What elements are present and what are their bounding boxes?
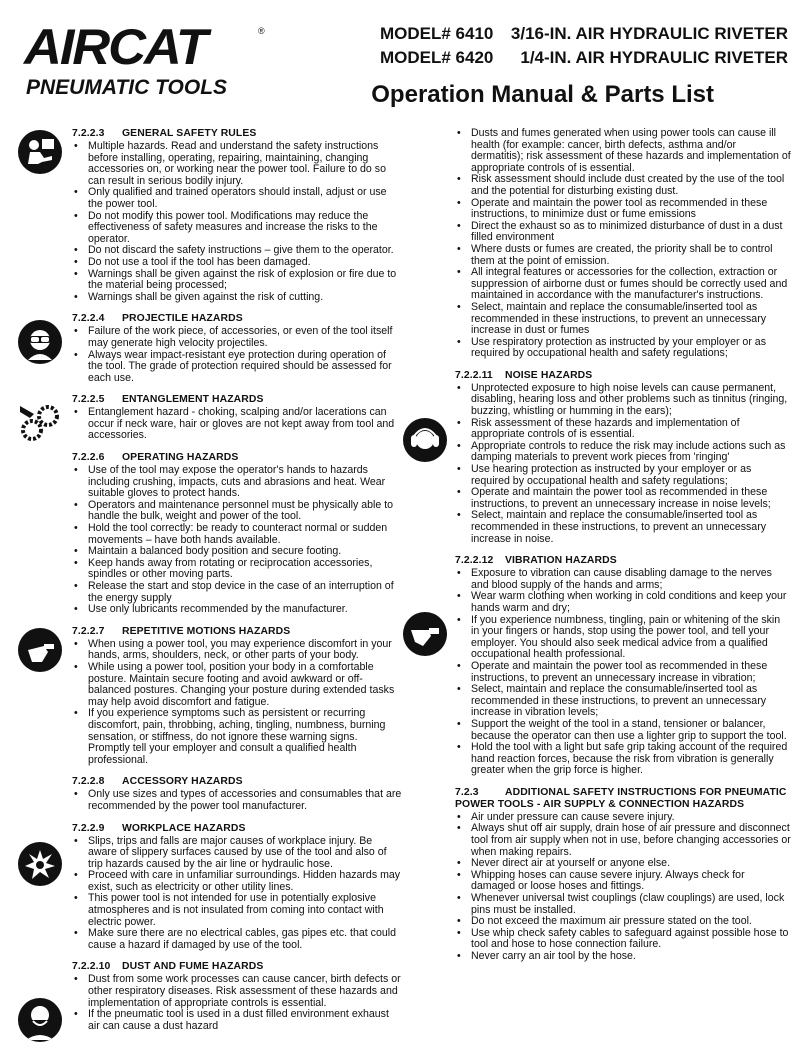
bullet-item: • Dusts and fumes generated when using power tools can cause ill health (for example: cancer, birth defects, asthma and/or dermatitis); risk assessment of these hazards and implementation of appropriate controls of is essential. [455,128,791,174]
bullet-item: • When using a power tool, you may experience discomfort in your hands, arms, shoulders, neck, or other parts of your body. [72,639,402,662]
bullet-item: • Maintain a balanced body position and secure footing. [72,546,402,558]
bullet-item: • Always wear impact-resistant eye protection during operation of the tool. The grade of protection required should be assessed for each use. [72,350,402,385]
bullet-item: • Proceed with care in unfamiliar surroundings. Hidden hazards may exist, such as electricity or other utility lines. [72,870,402,893]
bullet-item: • If you experience symptoms such as persistent or recurring discomfort, pain, throbbing, aching, tingling, numbness, burning sensation, or stiffness, do not ignore these warning signs. Promptly tell your employer and consult a qualified health professional. [72,708,402,766]
bullet-item: • Operate and maintain the power tool as recommended in these instructions, to prevent an unnecessary increase in noise levels; [455,487,791,510]
section-title: DUST AND FUME HAZARDS [122,961,264,973]
bullet-list [72,836,402,952]
section-heading [72,394,402,406]
bullet-list [72,465,402,616]
section-title: ACCESSORY HAZARDS [122,776,243,788]
bullet-item: • Use whip check safety cables to safeguard against possible hose to tool and hose to hose connection failure. [455,928,791,951]
section-number: 7.2.2.4 [72,313,105,325]
model-description: 1/4-IN. AIR HYDRAULIC RIVETER [520,48,788,67]
bullet-item: • Operate and maintain the power tool as recommended in these instructions, to minimize dust or fume emissions [455,198,791,221]
safety-section [455,787,791,963]
safety-section [72,452,402,616]
bullet-list [455,568,791,777]
logo-wordmark: AIRCAT [24,19,206,75]
bullet-item: • Never direct air at yourself or anyone else. [455,858,791,870]
registered-mark: ® [258,26,265,36]
section-number: 7.2.2.6 [72,452,105,464]
bullet-item: • Appropriate controls to reduce the risk may include actions such as damping materials to prevent work pieces from 'ringing' [455,441,791,464]
safety-goggles-icon [18,320,62,364]
section-heading [72,452,402,464]
section-title: ENTANGLEMENT HAZARDS [122,394,264,406]
bullet-item: • Make sure there are no electrical cables, gas pipes etc. that could cause a hazard if damaged by use of the tool. [72,928,402,951]
respirator-mask-icon [18,998,62,1042]
section-heading [72,823,402,835]
bullet-item: • Only qualified and trained operators should install, adjust or use the power tool. [72,187,402,210]
bullet-item: • Do not discard the safety instructions – give them to the operator. [72,245,402,257]
section-title: VIBRATION HAZARDS [505,555,617,567]
safety-section [72,394,402,442]
bullet-item: • Hold the tool with a light but safe grip taking account of the required hand reaction forces, because the risk from vibration is generally greater when the grip force is higher. [455,742,791,777]
safety-section [72,823,402,952]
safety-section [72,626,402,767]
bullet-item: • Failure of the work piece, of accessories, or even of the tool itself may generate high velocity projectiles. [72,326,402,349]
bullet-list [72,326,402,384]
section-heading [455,787,791,811]
section-heading [72,313,402,325]
bullet-item: • Slips, trips and falls are major causes of workplace injury. Be aware of slippery surfaces caused by use of the tool and also of trip hazards caused by the air line or hydraulic hose. [72,836,402,871]
bullet-item: • Keep hands away from rotating or reciprocation accessories, spindles or other moving parts. [72,558,402,581]
bullet-item: • Whenever universal twist couplings (claw couplings) are used, lock pins must be installed. [455,893,791,916]
section-number: 7.2.2.12 [455,555,494,567]
section-title: NOISE HAZARDS [505,369,593,381]
bullet-list [72,141,402,303]
section-title: REPETITIVE MOTIONS HAZARDS [122,625,291,637]
bullet-item: • Hold the tool correctly: be ready to counteract normal or sudden movements – have both hands available. [72,523,402,546]
section-number: 7.2.2.3 [72,128,105,139]
safety-section [72,961,402,1032]
section-number: 7.2.2.8 [72,776,105,788]
left-column [72,128,402,1042]
bullet-item: • Exposure to vibration can cause disabling damage to the nerves and blood supply of the hands and arms; [455,568,791,591]
manual-reading-icon [18,130,62,174]
safety-section [72,128,402,303]
bullet-list [455,383,791,545]
bullet-item: • Operate and maintain the power tool as recommended in these instructions, to prevent an unnecessary increase in vibration; [455,661,791,684]
safety-section [72,313,402,384]
section-title: GENERAL SAFETY RULES [122,128,257,139]
section-number: 7.2.2.7 [72,625,105,637]
bullet-list [72,789,402,812]
section-number: 7.2.2.11 [455,369,493,381]
section-number: 7.2.2.5 [72,394,105,406]
safety-section [455,370,791,545]
bullet-item: • All integral features or accessories for the collection, extraction or suppression of airborne dust or fumes should be correctly used and maintained in accordance with the manufacturer's instructions. [455,267,791,302]
section-heading [72,128,402,140]
section-heading [72,626,402,638]
section-heading [455,555,791,567]
bullet-item: • Whipping hoses can cause severe injury. Always check for damaged or loose hoses and fittings. [455,870,791,893]
bullet-item: • If you experience numbness, tingling, pain or whitening of the skin in your fingers or hands, stop using the power tool, and tell your employer. You should also seek medical advice from a qualified occupational health professional. [455,615,791,661]
bullet-item: • Risk assessment should include dust created by the use of the tool and the potential for disturbing existing dust. [455,174,791,197]
bullet-item: • Do not use a tool if the tool has been damaged. [72,257,402,269]
entanglement-gears-icon [18,400,62,444]
bullet-item: • Use of the tool may expose the operator's hands to hazards including crushing, impacts, cuts and abrasions and heat. Wear suitable gloves to protect hands. [72,465,402,500]
section-number: 7.2.3 [455,786,479,798]
section-heading [455,370,791,382]
bullet-item: • Release the start and stop device in the case of an interruption of the energy supply [72,581,402,604]
bullet-item: • Never carry an air tool by the hose. [455,951,791,963]
bullet-item: • Unprotected exposure to high noise levels can cause permanent, disabling, hearing loss and other problems such as tinnitus (ringing, buzzing, whistling or humming in the ears); [455,383,791,418]
bullet-item: • Only use sizes and types of accessories and consumables that are recommended by the power tool manufacturer. [72,789,402,812]
bullet-list [455,128,791,360]
bullet-item: • Warnings shall be given against the risk of explosion or fire due to the material being processed; [72,269,402,292]
explosion-icon [18,842,62,886]
right-column [455,128,791,973]
bullet-item: • Do not exceed the maximum air pressure stated on the tool. [455,916,791,928]
bullet-item: • Do not modify this power tool. Modifications may reduce the effectiveness of safety measures and increase the risks to the operator. [72,211,402,246]
model-list [380,22,788,70]
model-number: MODEL# 6410 [380,24,494,43]
bullet-item: • Risk assessment of these hazards and implementation of appropriate controls of is essential. [455,418,791,441]
model-row [380,22,788,46]
bullet-item: • This power tool is not intended for use in potentially explosive atmospheres and is not insulated from coming into contact with electric power. [72,893,402,928]
section-heading [72,961,402,973]
safety-section [455,555,791,777]
gloves-icon [18,628,62,672]
bullet-item: • Select, maintain and replace the consumable/inserted tool as recommended in these instructions, to prevent an unnecessary increase in vibration levels; [455,684,791,719]
section-title: PROJECTILE HAZARDS [122,313,243,325]
section-title: WORKPLACE HAZARDS [122,822,246,834]
model-description: 3/16-IN. AIR HYDRAULIC RIVETER [510,24,788,43]
logo-tagline: PNEUMATIC TOOLS [26,76,228,99]
bullet-item: • Wear warm clothing when working in cold conditions and keep your hands warm and dry; [455,591,791,614]
bullet-item: • Select, maintain and replace the consumable/inserted tool as recommended in these instructions, to prevent an unnecessary increase in dust or fumes [455,302,791,337]
bullet-item: • Air under pressure can cause severe injury. [455,812,791,824]
bullet-list [72,407,402,442]
safety-section [72,776,402,812]
bullet-item: • Dust from some work processes can cause cancer, birth defects or other respiratory diseases. Risk assessment of these hazards and implementation of appropriate controls is essential. [72,974,402,1009]
ear-protection-icon [403,418,447,462]
bullet-item: • Direct the exhaust so as to minimized disturbance of dust in a dust filled environment [455,221,791,244]
bullet-item: • Warnings shall be given against the risk of cutting. [72,292,402,304]
document-title: Operation Manual & Parts List [371,81,714,108]
bullet-item: • Entanglement hazard - choking, scalping and/or lacerations can occur if neck ware, hair or gloves are not kept away from tool and accessories. [72,407,402,442]
bullet-item: • Multiple hazards. Read and understand the safety instructions before installing, operating, repairing, maintaining, changing accessories on, or working near the power tool. Failure to do so can result in serious bodily injury. [72,141,402,187]
section-number: 7.2.2.10 [72,961,111,973]
section-heading [72,776,402,788]
bullet-item: • Always shut off air supply, drain hose of air pressure and disconnect tool from air supply when not in use, before changing accessories or when making repairs. [455,823,791,858]
bullet-item: • While using a power tool, position your body in a comfortable posture. Maintain secure footing and avoid awkward or off-balanced postures. Changing your posture during extended tasks may help avoid discomfort and fatigue. [72,662,402,708]
bullet-item: • Use respiratory protection as instructed by your employer or as required by occupational health and safety regulations; [455,337,791,360]
bullet-item: • Support the weight of the tool in a stand, tensioner or balancer, because the operator can then use a lighter grip to support the tool. [455,719,791,742]
section-number: 7.2.2.9 [72,822,105,834]
model-number: MODEL# 6420 [380,48,494,67]
section-title: ADDITIONAL SAFETY INSTRUCTIONS FOR PNEUMATIC POWER TOOLS - AIR SUPPLY & CONNECTION HAZARDS [455,786,787,810]
bullet-list [72,639,402,767]
section-title: OPERATING HAZARDS [122,452,239,464]
model-row [380,46,788,70]
bullet-item: • Where dusts or fumes are created, the priority shall be to control them at the point of emission. [455,244,791,267]
page-header [0,0,808,120]
bullet-item: • Use only lubricants recommended by the manufacturer. [72,604,402,616]
bullet-item: • If the pneumatic tool is used in a dust filled environment exhaust air can cause a dust hazard [72,1009,402,1032]
bullet-item: • Use hearing protection as instructed by your employer or as required by occupational health and safety regulations; [455,464,791,487]
bullet-list [455,812,791,963]
bullet-list [72,974,402,1032]
safety-section [455,128,791,360]
bullet-item: • Select, maintain and replace the consumable/inserted tool as recommended in these instructions, to prevent an unnecessary increase in noise. [455,510,791,545]
bullet-item: • Operators and maintenance personnel must be physically able to handle the bulk, weight and power of the tool. [72,500,402,523]
aircat-logo [24,18,274,100]
vibration-hand-icon [403,612,447,656]
